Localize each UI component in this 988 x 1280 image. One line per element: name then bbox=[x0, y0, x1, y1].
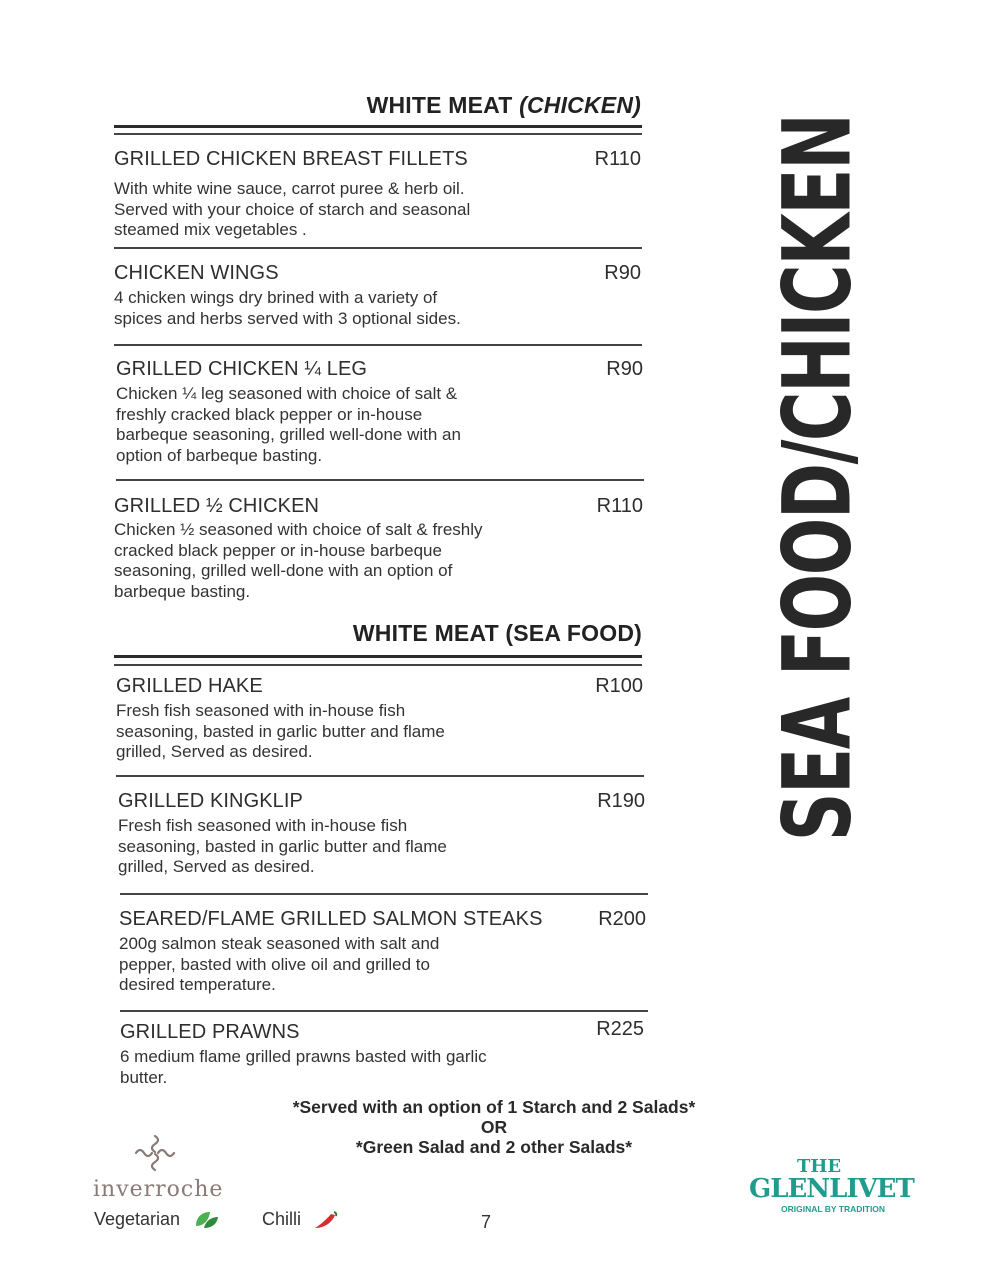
serving-note-or: OR bbox=[480, 1117, 508, 1137]
menu-item-description: 6 medium flame grilled prawns basted with garlic butter. bbox=[120, 1047, 487, 1087]
menu-item-name: GRILLED CHICKEN ¼ LEG bbox=[116, 358, 368, 380]
chilli-icon bbox=[312, 1209, 340, 1236]
glenlivet-logo-name: GLENLIVET bbox=[749, 1174, 914, 1204]
menu-item-price: R100 bbox=[595, 675, 643, 697]
menu-item-description: Fresh fish seasoned with in-house fish seasoning, basted in garlic butter and flame grilled, Served as desired. bbox=[118, 816, 447, 876]
menu-item-name: GRILLED CHICKEN BREAST FILLETS bbox=[114, 148, 468, 170]
section-title-main: WHITE MEAT bbox=[366, 92, 520, 118]
glenlivet-logo-tagline: ORIGINAL BY TRADITION bbox=[781, 1204, 886, 1214]
item-divider bbox=[120, 1010, 648, 1012]
section-divider-thin bbox=[114, 133, 642, 135]
menu-item-description: With white wine sauce, carrot puree & herb oil. Served with your choice of starch and seasonal steamed mix vegetables . bbox=[114, 179, 471, 239]
item-divider bbox=[114, 247, 642, 249]
menu-item-price: R190 bbox=[597, 790, 645, 812]
section-title-emphasis: (CHICKEN) bbox=[519, 92, 641, 118]
vegetarian-label: Vegetarian bbox=[94, 1209, 181, 1229]
menu-item-name: GRILLED ½ CHICKEN bbox=[114, 495, 320, 517]
menu-item-name: GRILLED KINGKLIP bbox=[118, 790, 303, 812]
menu-item-description: 4 chicken wings dry brined with a variety of spices and herbs served with 3 optional sides. bbox=[114, 288, 461, 328]
serving-note-2: *Green Salad and 2 other Salads* bbox=[355, 1137, 633, 1157]
item-divider bbox=[114, 344, 642, 346]
item-divider bbox=[116, 479, 644, 481]
section-title-seafood: WHITE MEAT (SEA FOOD) bbox=[352, 620, 642, 646]
section-divider bbox=[114, 125, 642, 128]
menu-item-price: R200 bbox=[598, 908, 646, 930]
menu-item-description: Fresh fish seasoned with in-house fish seasoning, basted in garlic butter and flame grilled, Served as desired. bbox=[116, 701, 445, 761]
menu-item-price: R110 bbox=[596, 495, 643, 517]
menu-item-name: GRILLED PRAWNS bbox=[120, 1021, 300, 1043]
menu-item-description: 200g salmon steak seasoned with salt and pepper, basted with olive oil and grilled to desired temperature. bbox=[119, 934, 440, 994]
inverroche-emblem-icon bbox=[132, 1133, 178, 1178]
menu-item-description: Chicken ½ seasoned with choice of salt & freshly cracked black pepper or in-house barbeque seasoning, grilled well-done with an option of barbeque basting. bbox=[114, 520, 483, 601]
menu-item-name: GRILLED HAKE bbox=[116, 675, 263, 697]
menu-item-name: SEARED/FLAME GRILLED SALMON STEAKS bbox=[119, 908, 543, 930]
inverroche-logo: inverroche bbox=[93, 1177, 224, 1202]
menu-item-price: R110 bbox=[594, 148, 641, 170]
menu-item-name: CHICKEN WINGS bbox=[114, 262, 279, 284]
menu-item-description: Chicken ¼ leg seasoned with choice of salt & freshly cracked black pepper or in-house barbeque seasoning, grilled well-done with an option of barbeque basting. bbox=[116, 384, 461, 465]
menu-item-price: R90 bbox=[606, 358, 643, 380]
page-number: 7 bbox=[481, 1212, 492, 1232]
item-divider bbox=[116, 775, 644, 777]
menu-item-price: R90 bbox=[604, 262, 641, 284]
menu-item-price: R225 bbox=[596, 1018, 644, 1040]
section-divider-thin bbox=[114, 664, 642, 666]
section-divider bbox=[114, 655, 642, 658]
side-category-title: SEA FOOD/CHICKEN bbox=[763, 114, 873, 842]
section-title-chicken bbox=[367, 92, 641, 119]
chilli-label: Chilli bbox=[262, 1209, 302, 1229]
leaf-icon bbox=[194, 1210, 220, 1235]
serving-note-1: *Served with an option of 1 Starch and 2 Salads* bbox=[292, 1097, 696, 1117]
item-divider bbox=[120, 893, 648, 895]
glenlivet-logo-the: THE bbox=[797, 1156, 842, 1177]
